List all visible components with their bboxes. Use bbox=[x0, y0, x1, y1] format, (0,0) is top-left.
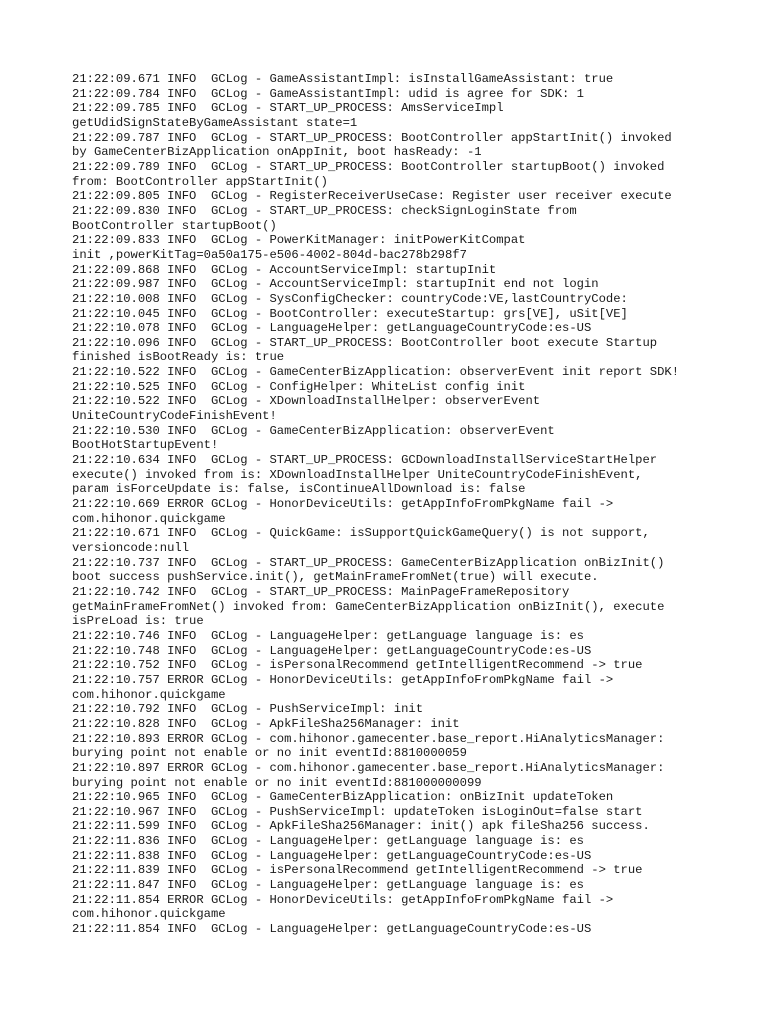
log-line: 21:22:11.599 INFO GCLog - ApkFileSha256Manager: init() apk fileSha256 success. bbox=[72, 819, 650, 834]
log-line: BootController startupBoot() bbox=[72, 218, 277, 233]
log-line: UniteCountryCodeFinishEvent! bbox=[72, 409, 277, 424]
log-line: burying point not enable or no init eventId:8810000059 bbox=[72, 746, 467, 761]
log-line: 21:22:10.967 INFO GCLog - PushServiceImpl: updateToken isLoginOut=false start bbox=[72, 804, 643, 819]
log-line: init ,powerKitTag=0a50a175-e506-4002-804d-bac278b298f7 bbox=[72, 247, 467, 262]
log-line: com.hihonor.quickgame bbox=[72, 511, 226, 526]
log-line: 21:22:10.634 INFO GCLog - START_UP_PROCESS: GCDownloadInstallServiceStartHelper bbox=[72, 453, 658, 468]
log-line: 21:22:09.830 INFO GCLog - START_UP_PROCESS: checkSignLoginState from bbox=[72, 203, 577, 218]
log-line: com.hihonor.quickgame bbox=[72, 687, 226, 702]
log-line: from: BootController appStartInit() bbox=[72, 174, 328, 189]
log-line: 21:22:10.737 INFO GCLog - START_UP_PROCESS: GameCenterBizApplication onBizInit() bbox=[72, 555, 665, 570]
log-line: 21:22:09.987 INFO GCLog - AccountServiceImpl: startupInit end not login bbox=[72, 277, 599, 292]
log-line: 21:22:09.833 INFO GCLog - PowerKitManager: initPowerKitCompat bbox=[72, 233, 526, 248]
log-line: 21:22:10.078 INFO GCLog - LanguageHelper: getLanguageCountryCode:es-US bbox=[72, 321, 592, 336]
log-line: 21:22:10.525 INFO GCLog - ConfigHelper: WhiteList config init bbox=[72, 379, 526, 394]
log-line: 21:22:10.746 INFO GCLog - LanguageHelper: getLanguage language is: es bbox=[72, 628, 584, 643]
log-line: BootHotStartupEvent! bbox=[72, 438, 219, 453]
log-line: 21:22:10.008 INFO GCLog - SysConfigChecker: countryCode:VE,lastCountryCode: bbox=[72, 291, 628, 306]
log-line: 21:22:10.757 ERROR GCLog - HonorDeviceUtils: getAppInfoFromPkgName fail -> bbox=[72, 672, 614, 687]
log-line: com.hihonor.quickgame bbox=[72, 907, 226, 922]
log-line: 21:22:09.789 INFO GCLog - START_UP_PROCESS: BootController startupBoot() invoked bbox=[72, 159, 665, 174]
log-line: getUdidSignStateByGameAssistant state=1 bbox=[72, 115, 358, 130]
log-line: 21:22:09.784 INFO GCLog - GameAssistantImpl: udid is agree for SDK: 1 bbox=[72, 86, 584, 101]
log-line: 21:22:09.868 INFO GCLog - AccountServiceImpl: startupInit bbox=[72, 262, 497, 277]
log-line: 21:22:11.847 INFO GCLog - LanguageHelper: getLanguage language is: es bbox=[72, 878, 584, 893]
log-line: 21:22:10.748 INFO GCLog - LanguageHelper: getLanguageCountryCode:es-US bbox=[72, 643, 592, 658]
log-line: param isForceUpdate is: false, isContinueAllDownload is: false bbox=[72, 482, 526, 497]
log-line: by GameCenterBizApplication onAppInit, boot hasReady: -1 bbox=[72, 145, 482, 160]
log-line: execute() invoked from is: XDownloadInstallHelper UniteCountryCodeFinishEvent, bbox=[72, 467, 643, 482]
log-line: 21:22:10.897 ERROR GCLog - com.hihonor.gamecenter.base_report.HiAnalyticsManager: bbox=[72, 760, 665, 775]
log-line: 21:22:10.522 INFO GCLog - GameCenterBizApplication: observerEvent init report SDK! bbox=[72, 365, 680, 380]
log-line: 21:22:10.671 INFO GCLog - QuickGame: isSupportQuickGameQuery() is not support, bbox=[72, 526, 650, 541]
log-document bbox=[72, 72, 712, 937]
log-line: 21:22:10.530 INFO GCLog - GameCenterBizApplication: observerEvent bbox=[72, 423, 555, 438]
log-line: 21:22:10.669 ERROR GCLog - HonorDeviceUtils: getAppInfoFromPkgName fail -> bbox=[72, 497, 614, 512]
log-line: 21:22:09.785 INFO GCLog - START_UP_PROCESS: AmsServiceImpl bbox=[72, 101, 504, 116]
log-line: 21:22:11.839 INFO GCLog - isPersonalRecommend getIntelligentRecommend -> true bbox=[72, 863, 643, 878]
log-line: 21:22:10.893 ERROR GCLog - com.hihonor.gamecenter.base_report.HiAnalyticsManager: bbox=[72, 731, 665, 746]
log-line: finished isBootReady is: true bbox=[72, 350, 285, 365]
log-line: getMainFrameFromNet() invoked from: GameCenterBizApplication onBizInit(), execute bbox=[72, 599, 665, 614]
log-line: 21:22:10.742 INFO GCLog - START_UP_PROCESS: MainPageFrameRepository bbox=[72, 584, 570, 599]
log-line: 21:22:11.854 INFO GCLog - LanguageHelper: getLanguageCountryCode:es-US bbox=[72, 922, 592, 937]
log-line: 21:22:09.805 INFO GCLog - RegisterReceiverUseCase: Register user receiver execute bbox=[72, 189, 672, 204]
log-line: isPreLoad is: true bbox=[72, 614, 204, 629]
log-line: 21:22:10.045 INFO GCLog - BootController: executeStartup: grs[VE], uSit[VE] bbox=[72, 306, 628, 321]
log-line: burying point not enable or no init eventId:881000000099 bbox=[72, 775, 482, 790]
log-line: 21:22:11.838 INFO GCLog - LanguageHelper: getLanguageCountryCode:es-US bbox=[72, 848, 592, 863]
log-line: boot success pushService.init(), getMainFrameFromNet(true) will execute. bbox=[72, 570, 599, 585]
log-line: 21:22:09.671 INFO GCLog - GameAssistantImpl: isInstallGameAssistant: true bbox=[72, 72, 614, 86]
log-line: 21:22:10.792 INFO GCLog - PushServiceImpl: init bbox=[72, 702, 424, 717]
log-line: 21:22:11.854 ERROR GCLog - HonorDeviceUtils: getAppInfoFromPkgName fail -> bbox=[72, 892, 614, 907]
log-line: 21:22:11.836 INFO GCLog - LanguageHelper: getLanguage language is: es bbox=[72, 834, 584, 849]
log-line: 21:22:10.522 INFO GCLog - XDownloadInstallHelper: observerEvent bbox=[72, 394, 541, 409]
log-line: 21:22:10.828 INFO GCLog - ApkFileSha256Manager: init bbox=[72, 716, 460, 731]
log-line: 21:22:10.965 INFO GCLog - GameCenterBizApplication: onBizInit updateToken bbox=[72, 790, 614, 805]
log-line: versioncode:null bbox=[72, 541, 190, 555]
log-line: 21:22:10.096 INFO GCLog - START_UP_PROCESS: BootController boot execute Startup bbox=[72, 335, 658, 350]
log-line: 21:22:09.787 INFO GCLog - START_UP_PROCESS: BootController appStartInit() invoked bbox=[72, 130, 672, 145]
log-line: 21:22:10.752 INFO GCLog - isPersonalRecommend getIntelligentRecommend -> true bbox=[72, 658, 643, 673]
